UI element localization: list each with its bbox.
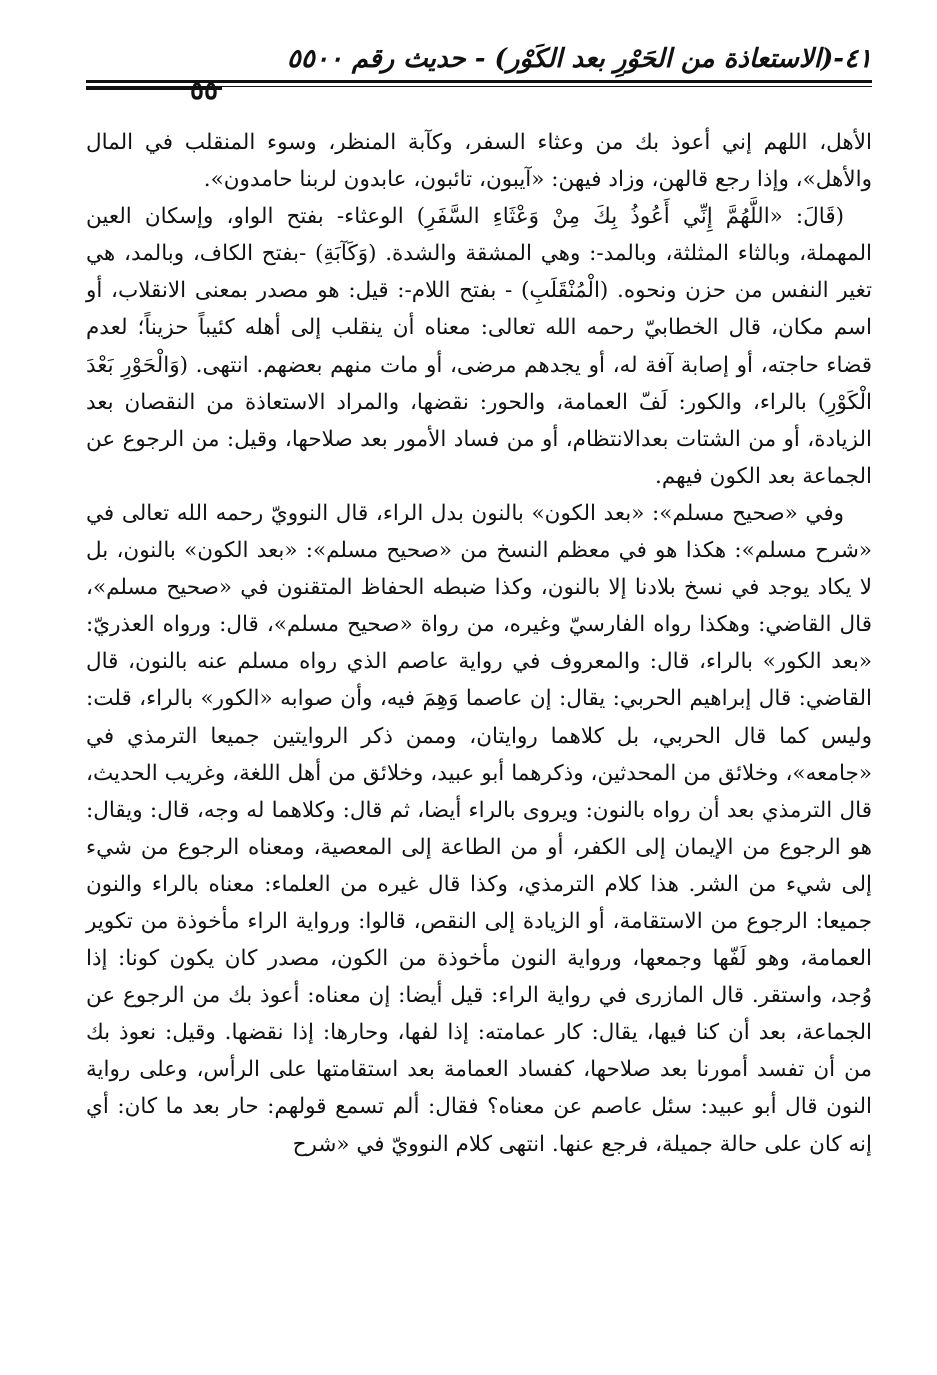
book-page <box>86 40 872 1163</box>
page-body <box>86 124 872 1163</box>
paragraph: الأهل، اللهم إني أعوذ بك من وعثاء السفر، وكآبة المنظر، وسوء المنقلب في المال والأهل»، وإذا رجع قالهن، وزاد فيهن: «آيبون، تائبون، عابدون لربنا حامدون». <box>86 130 872 193</box>
page-number: ٥٥ <box>190 76 218 106</box>
paragraph: وفي «صحيح مسلم»: «بعد الكون» بالنون بدل الراء، قال النوويّ رحمه الله تعالى في «شرح مسلم»: هكذا هو في معظم النسخ من «صحيح مسلم»: «بعد الكون» بالنون، بل لا يكاد يوجد في نسخ بلادنا إلا بالنون، وكذا ضبطه الحفاظ المتقنون في «صحيح مسلم»، قال القاضي: وهكذا رواه الفارسيّ وغيره، من رواة «صحيح مسلم»، قال: ورواه العذريّ: «بعد الكور» بالراء، قال: والمعروف في رواية عاصم الذي رواه مسلم عنه بالنون، قال القاضي: قال إبراهيم الحربي: يقال: إن عاصما وَهِمَ فيه، وأن صوابه «الكور» بالراء، قلت: وليس كما قال الحربي، بل كلاهما روايتان، وممن ذكر الروايتين جميعا الترمذي في «جامعه»، وخلائق من المحدثين، وذكرهما أبو عبيد، وخلائق من أهل اللغة، وغريب الحديث، قال الترمذي بعد أن رواه بالنون: ويروى بالراء أيضا، ثم قال: وكلاهما له وجه، قال: ويقال: هو الرجوع من الإيمان إلى الكفر، أو من الطاعة إلى المعصية، ومعناه الرجوع من شيء إلى شيء من الشر. هذا كلام الترمذي، وكذا قال غيره من العلماء: معناه بالراء والنون جميعا: الرجوع من الاستقامة، أو الزيادة إلى النقص، قالوا: ورواية الراء مأخوذة من تكوير العمامة، وهو لَفّها وجمعها، ورواية النون مأخوذة من الكون، مصدر كان يكون كونا: إذا وُجد، واستقر. قال المازرى في رواية الراء: قيل أيضا: إن معناه: أعوذ بك من الرجوع عن الجماعة، بعد أن كنا فيها، يقال: كار عمامته: إذا لفها، وحارها: إذا نقضها. وقيل: نعوذ بك من أن تفسد أمورنا بعد صلاحها، كفساد العمامة بعد استقامتها على الرأس، وعلى رواية النون قال أبو عبيد: سئل عاصم عن معناه؟ فقال: ألم تسمع قولهم: حار بعد ما كان: أي إنه كان على حالة جميلة، فرجع عنها. انتهى كلام النوويّ في «شرح <box>86 500 872 1157</box>
paragraph: (قَالَ: «اللَّهُمَّ إِنِّي أَعُوذُ بِكَ مِنْ وَعْثَاءِ السَّفَرِ) الوعثاء- بفتح الواو، وإسكان العين المهملة، وبالثاء المثلثة، وبالمد-: وهي المشقة والشدة. (وَكَآبَةِ) -بفتح الكاف، وبالمد، هي تغير النفس من حزن ونحوه. (الْمُنْقَلَبِ) - بفتح اللام-: قيل: هو مصدر بمعنى الانقلاب، أو اسم مكان، قال الخطابيّ رحمه الله تعالى: معناه أن ينقلب إلى أهله كئيباً حزيناً؛ لعدم قضاء حاجته، أو إصابة آفة له، أو يجدهم مرضى، أو مات منهم بعضهم. انتهى. (وَالْحَوْرِ بَعْدَ الْكَوْرِ) بالراء، والكور: لَفّ العمامة، والحور: نقضها، والمراد الاستعاذة من النقصان بعد الزيادة، أو من الشتات بعدالانتظام، أو من فساد الأمور بعد صلاحها، وقيل: من الرجوع عن الجماعة بعد الكون فيهم. <box>86 204 872 489</box>
chapter-title: ٤١-(الاستعاذة من الحَوْرِ بعد الكَوْر) - حديث رقم ٥٥٠٠ <box>286 44 872 74</box>
page-header <box>86 40 872 106</box>
